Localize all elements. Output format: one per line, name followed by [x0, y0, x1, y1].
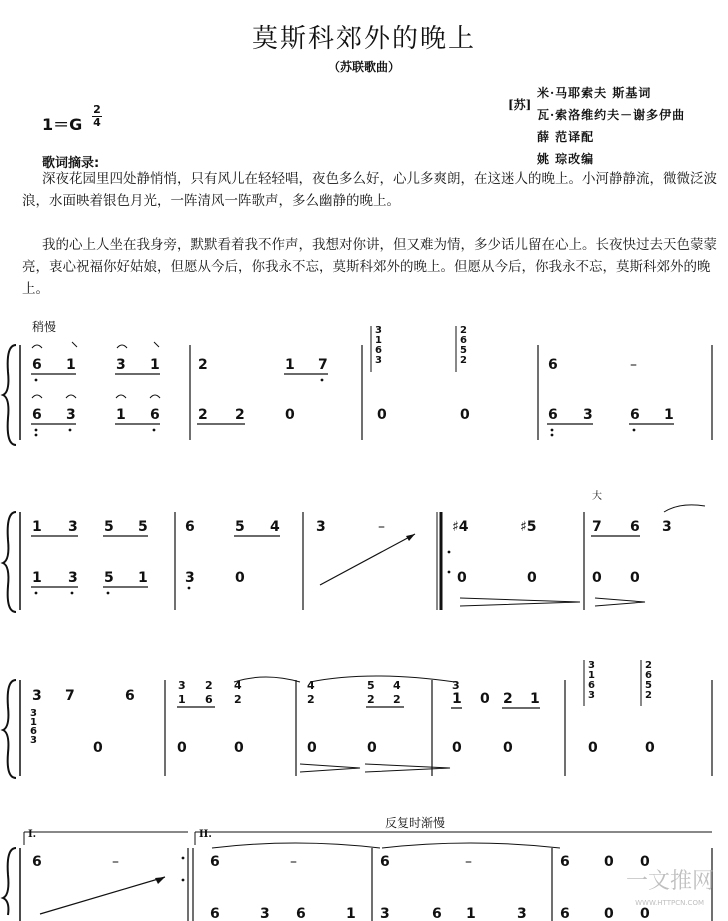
credit-arranger: 姚 琮改编: [537, 152, 595, 166]
svg-text:2: 2: [205, 679, 213, 692]
svg-text:♯5: ♯5: [520, 519, 537, 535]
svg-text:1: 1: [32, 519, 42, 535]
svg-text:1: 1: [466, 906, 476, 921]
svg-text:–: –: [630, 357, 637, 373]
svg-text:6: 6: [150, 407, 160, 423]
svg-text:1: 1: [285, 357, 295, 373]
svg-text:3: 3: [375, 355, 382, 366]
svg-text:6: 6: [630, 519, 640, 535]
svg-text:0: 0: [93, 740, 103, 756]
svg-text:6: 6: [460, 335, 467, 346]
svg-text:2: 2: [198, 357, 208, 373]
svg-text:0: 0: [640, 906, 650, 921]
song-title: 莫斯科郊外的晚上: [251, 24, 476, 54]
svg-text:0: 0: [630, 570, 640, 586]
svg-text:0: 0: [460, 407, 470, 423]
svg-text:1: 1: [588, 670, 595, 681]
svg-text:0: 0: [604, 854, 614, 870]
svg-text:3: 3: [583, 407, 593, 423]
svg-text:1: 1: [150, 357, 160, 373]
svg-text:1: 1: [664, 407, 674, 423]
lyrics-heading: 歌词摘录:: [42, 156, 100, 171]
svg-text:3: 3: [452, 679, 460, 692]
svg-text:5: 5: [235, 519, 245, 535]
svg-text:5: 5: [104, 519, 114, 535]
svg-text:2: 2: [235, 407, 245, 423]
svg-text:2: 2: [460, 355, 467, 366]
svg-text:0: 0: [640, 854, 650, 870]
svg-text:0: 0: [645, 740, 655, 756]
svg-text:7: 7: [592, 519, 602, 535]
svg-text:6: 6: [296, 906, 306, 921]
svg-text:0: 0: [234, 740, 244, 756]
svg-text:1: 1: [452, 691, 462, 707]
svg-text:0: 0: [588, 740, 598, 756]
svg-text:0: 0: [367, 740, 377, 756]
system-3: [3, 660, 712, 778]
svg-text:3: 3: [260, 906, 270, 921]
svg-text:–: –: [112, 854, 119, 870]
svg-text:3: 3: [30, 708, 37, 719]
svg-text:6: 6: [548, 407, 558, 423]
svg-text:6: 6: [380, 854, 390, 870]
svg-text:5: 5: [645, 680, 652, 691]
da-marking: 大: [592, 491, 602, 502]
svg-text:0: 0: [503, 740, 513, 756]
svg-text:0: 0: [377, 407, 387, 423]
meter-top: 2: [93, 103, 101, 116]
svg-text:1: 1: [116, 407, 126, 423]
svg-text:0: 0: [527, 570, 537, 586]
svg-text:2: 2: [367, 693, 375, 706]
svg-text:2: 2: [198, 407, 208, 423]
svg-text:4: 4: [234, 679, 242, 692]
system-1: [3, 325, 712, 445]
repeat-tempo-marking: 反复时渐慢: [385, 816, 446, 830]
system-2: [3, 505, 705, 612]
svg-text:3: 3: [588, 690, 595, 701]
svg-text:0: 0: [285, 407, 295, 423]
svg-text:0: 0: [480, 691, 490, 707]
svg-text:3: 3: [68, 570, 78, 586]
svg-text:2: 2: [393, 693, 401, 706]
site-watermark-url: WWW.HTTPCN.COM: [635, 899, 704, 907]
svg-text:–: –: [290, 854, 297, 870]
svg-text:4: 4: [393, 679, 401, 692]
svg-text:3: 3: [588, 660, 595, 671]
svg-text:6: 6: [210, 854, 220, 870]
svg-text:5: 5: [104, 570, 114, 586]
svg-text:1: 1: [178, 693, 186, 706]
svg-text:3: 3: [68, 519, 78, 535]
svg-text:5: 5: [460, 345, 467, 356]
credit-country: [苏]: [508, 98, 532, 112]
svg-text:0: 0: [307, 740, 317, 756]
volta-2-label: II.: [199, 829, 212, 840]
svg-text:1: 1: [375, 335, 382, 346]
system-4: [3, 832, 712, 921]
svg-text:5: 5: [138, 519, 148, 535]
svg-text:6: 6: [548, 357, 558, 373]
svg-text:7: 7: [318, 357, 328, 373]
svg-text:6: 6: [645, 670, 652, 681]
svg-text:6: 6: [205, 693, 213, 706]
credit-composer: 瓦·索洛维约夫－谢多伊曲: [537, 108, 686, 122]
volta-1-label: I.: [28, 829, 37, 840]
svg-text:3: 3: [178, 679, 186, 692]
credit-translator: 薛 范译配: [537, 130, 595, 144]
lyrics-paragraph-2: 我的心上人坐在我身旁，默默看着我不作声，我想对你讲，但又难为情，多少话儿留在心上。长夜快过去天色蒙蒙亮，衷心祝福你好姑娘，但愿从今后，你我永不忘，莫斯科郊外的晚上。但愿从今后，你我永不忘，莫斯科郊外的晚上。: [22, 237, 717, 297]
meter-bottom: 4: [93, 116, 101, 129]
svg-text:3: 3: [30, 735, 37, 746]
svg-text:1: 1: [138, 570, 148, 586]
svg-text:–: –: [378, 519, 385, 535]
svg-text:0: 0: [452, 740, 462, 756]
key-signature: 1＝G: [42, 115, 83, 134]
svg-text:6: 6: [30, 726, 37, 737]
svg-text:7: 7: [65, 688, 75, 704]
svg-text:6: 6: [210, 906, 220, 921]
svg-text:3: 3: [32, 688, 42, 704]
site-watermark: 一文推网: [625, 869, 714, 894]
svg-text:2: 2: [645, 690, 652, 701]
svg-text:2: 2: [234, 693, 242, 706]
svg-text:6: 6: [588, 680, 595, 691]
svg-text:4: 4: [270, 519, 280, 535]
svg-text:3: 3: [185, 570, 195, 586]
tempo-marking: 稍慢: [32, 320, 57, 334]
svg-text:3: 3: [316, 519, 326, 535]
svg-text:6: 6: [560, 906, 570, 921]
credit-lyricist: 米·马耶索夫 斯基词: [537, 86, 652, 100]
svg-text:3: 3: [66, 407, 76, 423]
svg-text:0: 0: [177, 740, 187, 756]
svg-text:6: 6: [630, 407, 640, 423]
song-subtitle: （苏联歌曲）: [327, 60, 400, 74]
svg-text:3: 3: [375, 325, 382, 336]
svg-text:6: 6: [32, 854, 42, 870]
svg-text:2: 2: [645, 660, 652, 671]
svg-text:2: 2: [307, 693, 315, 706]
svg-text:5: 5: [367, 679, 375, 692]
svg-text:3: 3: [662, 519, 672, 535]
svg-text:6: 6: [432, 906, 442, 921]
svg-text:6: 6: [375, 345, 382, 356]
svg-text:6: 6: [32, 357, 42, 373]
svg-text:2: 2: [503, 691, 513, 707]
svg-text:3: 3: [116, 357, 126, 373]
svg-text:6: 6: [32, 407, 42, 423]
svg-text:1: 1: [530, 691, 540, 707]
svg-text:2: 2: [460, 325, 467, 336]
svg-text:3: 3: [380, 906, 390, 921]
svg-text:0: 0: [235, 570, 245, 586]
svg-text:1: 1: [30, 717, 37, 728]
svg-text:1: 1: [346, 906, 356, 921]
svg-text:–: –: [465, 854, 472, 870]
svg-text:1: 1: [32, 570, 42, 586]
lyrics-paragraph-1: 深夜花园里四处静悄悄，只有风儿在轻轻唱，夜色多么好，心儿多爽朗，在这迷人的晚上。小河静静流，微微泛波浪，水面映着银色月光，一阵清风一阵歌声，多么幽静的晚上。: [22, 171, 717, 209]
svg-text:6: 6: [125, 688, 135, 704]
svg-text:1: 1: [66, 357, 76, 373]
svg-text:0: 0: [592, 570, 602, 586]
svg-text:6: 6: [560, 854, 570, 870]
svg-text:3: 3: [517, 906, 527, 921]
svg-text:♯4: ♯4: [452, 519, 469, 535]
svg-text:4: 4: [307, 679, 315, 692]
svg-text:0: 0: [457, 570, 467, 586]
svg-text:6: 6: [185, 519, 195, 535]
svg-text:0: 0: [604, 906, 614, 921]
